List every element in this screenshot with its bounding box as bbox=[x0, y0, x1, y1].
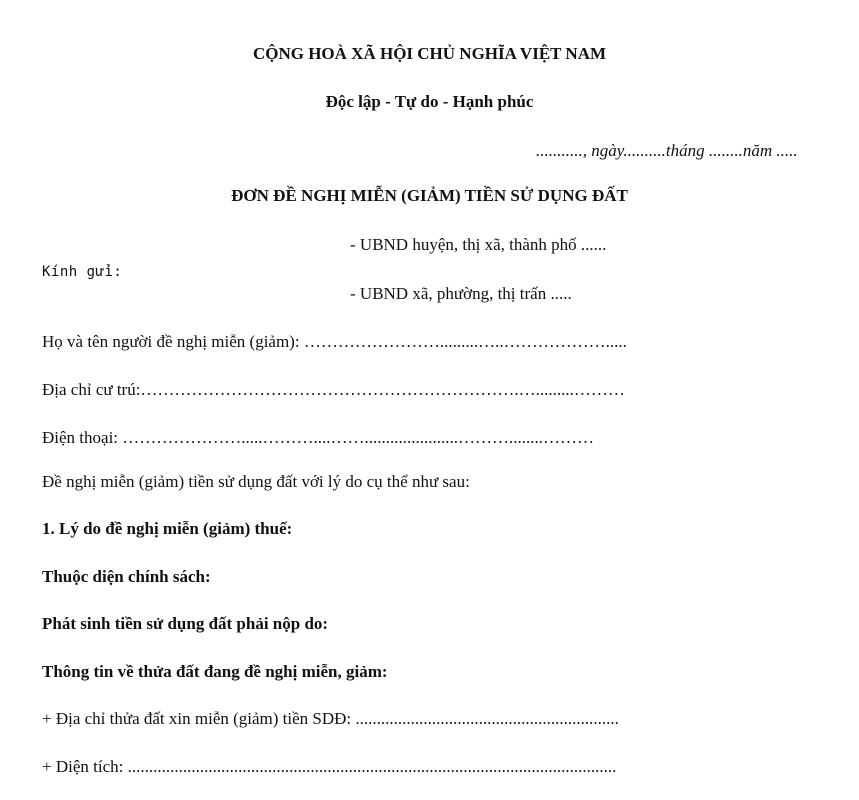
residence-address-field: Địa chỉ cư trú:………………………………………………………….….........……… bbox=[42, 380, 625, 399]
section-reason-heading: 1. Lý do đề nghị miễn (giảm) thuế: bbox=[42, 519, 293, 538]
recipient-item-commune: - UBND xã, phường, thị trấn ..... bbox=[350, 284, 572, 303]
request-intro: Đề nghị miễn (giảm) tiền sử dụng đất với lý do cụ thể như sau: bbox=[42, 472, 470, 491]
date-line: ..........., ngày..........tháng ........năm ..... bbox=[536, 141, 798, 160]
country-heading: CỘNG HOÀ XÃ HỘI CHỦ NGHĨA VIỆT NAM bbox=[252, 44, 607, 63]
document-title: ĐƠN ĐỀ NGHỊ MIỄN (GIẢM) TIỀN SỬ DỤNG ĐẤT bbox=[231, 186, 628, 205]
land-address-field: + Địa chỉ thửa đất xin miễn (giảm) tiền SDĐ: .............................................................. bbox=[42, 709, 619, 728]
applicant-name-field: Họ và tên người đề nghị miễn (giảm): …………………….........…..………………..... bbox=[42, 332, 627, 351]
recipient-item-district: - UBND huyện, thị xã, thành phố ...... bbox=[350, 235, 607, 254]
motto-heading: Độc lập - Tự do - Hạnh phúc bbox=[325, 92, 534, 111]
section-arising-heading: Phát sinh tiền sử dụng đất phải nộp do: bbox=[42, 614, 329, 633]
section-policy-heading: Thuộc diện chính sách: bbox=[42, 567, 211, 586]
land-area-field: + Diện tích: ................................................................................................................... bbox=[42, 757, 617, 776]
recipient-label: Kính gửi: bbox=[42, 264, 123, 280]
phone-field: Điện thoại: ………………….....………....……......................………........……… bbox=[42, 428, 595, 447]
section-land-info-heading: Thông tin về thửa đất đang đề nghị miễn, giảm: bbox=[42, 662, 388, 681]
